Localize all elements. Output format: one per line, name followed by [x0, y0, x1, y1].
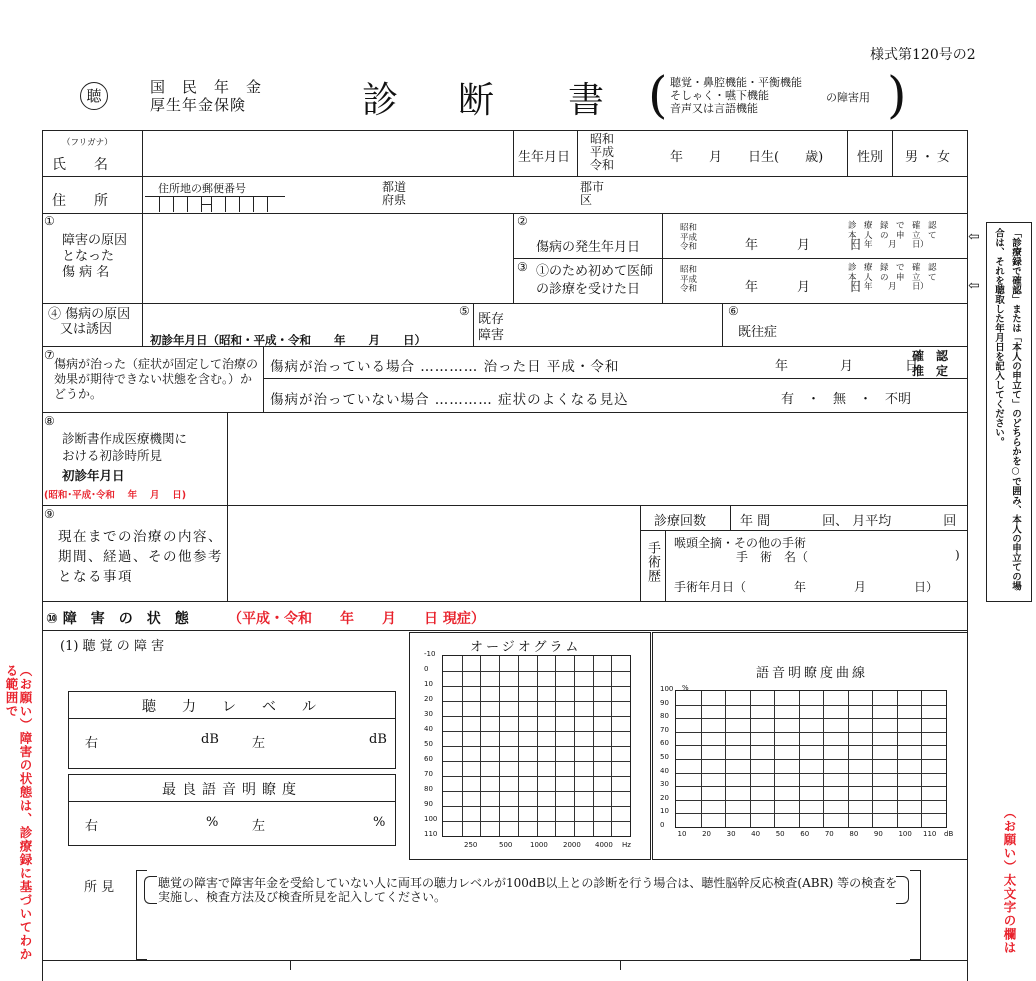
audiogram-x-tick: 250 [464, 841, 478, 849]
audiogram-y-tick: 40 [424, 725, 433, 733]
speech-x-tick: 30 [726, 830, 736, 838]
audiogram-y-tick: 80 [424, 785, 433, 793]
audiogram-y-tick: 30 [424, 710, 433, 718]
audiogram-vline [499, 656, 500, 836]
row7-confirm-estimate[interactable]: 確 認 推 定 [912, 349, 949, 378]
speech-y-tick: 10 [660, 807, 669, 816]
doc-title-1: 診 [362, 80, 399, 121]
findings-label: 所 見 [84, 880, 115, 895]
first-visit-date: 初診年月日（昭和・平成・令和 年 月 日） [150, 333, 426, 347]
function-types: 聴覚・鼻腔機能・平衡機能 そしゃく・嚥下機能 音声又は言語機能 [670, 76, 802, 115]
hearing-level-box [68, 691, 396, 769]
hearing-seal: 聴 [80, 82, 108, 110]
row1-number: ① [44, 214, 55, 228]
level-right: 右 [85, 736, 99, 751]
speech-x-tick: 20 [702, 830, 711, 838]
audiogram-x-tick: Hz [622, 841, 631, 849]
best-right-unit: % [206, 815, 219, 830]
speech-hline [676, 718, 946, 719]
speech-y-unit: % [682, 684, 689, 692]
row7-number: ⑦ [44, 348, 55, 362]
audiogram-vline [518, 656, 519, 836]
furigana-label: （フリガナ） [62, 138, 113, 148]
findings-note: 聴覚の障害で障害年金を受給していない人に両耳の聴力レベルが100dB以上との診断を行う場合は、聴性脳幹反応検査(ABR) 等の検査を実施し、検査方法及び検査所見を記入してください。 [158, 876, 898, 904]
audiogram-vline [480, 656, 481, 836]
row8-label: 診断書作成医療機関に おける初診時所見 [62, 431, 188, 463]
findings-bracket [910, 870, 921, 960]
row7-healed-line: 傷病が治っている場合 ………… 治った日 平成・令和 [270, 359, 620, 375]
hearing-level-label: 聴 力 レ ベ ル [142, 699, 322, 715]
speech-x-tick: dB [944, 830, 954, 838]
audiogram-vline [462, 656, 463, 836]
paren-open: ( [648, 66, 668, 124]
address-label: 住 所 [52, 193, 108, 209]
visits-value: 年 間 回、 月平均 回 [740, 514, 957, 529]
speech-y-tick: 100 [660, 685, 674, 693]
audiogram-y-tick: 0 [424, 665, 429, 673]
surgery-label: 手術歴 [645, 541, 660, 583]
speech-x-tick: 40 [751, 830, 761, 838]
prefecture-label: 都道 府県 [382, 180, 407, 207]
speech-hline [676, 786, 946, 787]
speech-vline [799, 691, 800, 827]
audiogram-y-tick: 60 [424, 755, 433, 763]
audiogram-y-tick: 50 [424, 740, 433, 748]
surgery-name: 手 術 名（ [736, 550, 809, 564]
speech-x-tick: 10 [677, 830, 687, 838]
surgery-name-close: ) [955, 548, 960, 562]
row6-label: 既往症 [738, 325, 778, 340]
row7-not-healed-line: 傷病が治っていない場合 ………… 症状のよくなる見込 [270, 392, 629, 408]
speech-hline [676, 759, 946, 760]
audiogram-vline [611, 656, 612, 836]
section10-title: ⑩ 障 害 の 状 態 [46, 611, 189, 627]
postal-label: 住所地の郵便番号 [158, 182, 246, 195]
audiogram-x-tick: 2000 [563, 841, 581, 849]
best-right: 右 [85, 819, 99, 834]
row3-eras: 昭和 平成 令和 [680, 265, 698, 294]
speech-x-tick: 100 [898, 830, 912, 838]
postal-boxes[interactable] [145, 196, 285, 212]
function-suffix: の障害用 [826, 91, 870, 104]
row7-healed-ymd: 年 月 日 [775, 359, 919, 374]
surgery-type: 喉頭全摘・その他の手術 [674, 536, 807, 550]
speech-y-tick: 40 [660, 766, 669, 775]
row2-number: ② [517, 214, 528, 228]
row3-label: ①のため初めて医師 の診療を受けた日 [536, 264, 654, 297]
row3-ymd: 年 月 日 [745, 280, 863, 295]
level-left-unit: dB [369, 732, 387, 747]
section10-date: （平成・令和 年 月 日 現症） [228, 611, 485, 627]
audiogram-vline [555, 656, 556, 836]
speech-y-tick: 60 [660, 739, 669, 748]
audiogram-x-tick: 500 [499, 841, 513, 849]
best-speech-label: 最良語音明瞭度 [162, 782, 302, 798]
row4-label: ④ 傷病の原因 又は誘因 [48, 307, 131, 337]
paren-close: ) [887, 66, 907, 124]
speech-x-tick: 60 [800, 830, 810, 838]
left-request-note: （お願い）障害の状態は、診療録に基づいてわかる範囲で [4, 664, 33, 961]
audiogram-vline [537, 656, 538, 836]
arrow-left-icon: ⇦ [968, 229, 980, 245]
speech-hline [676, 773, 946, 774]
best-speech-box [68, 774, 396, 846]
audiogram-y-tick: 110 [424, 830, 438, 838]
audiogram-grid[interactable] [442, 655, 631, 837]
row9-number: ⑨ [44, 507, 55, 521]
speech-hline [676, 800, 946, 801]
audiogram-x-tick: 1000 [530, 841, 548, 849]
speech-vline [897, 691, 898, 827]
sex-options[interactable]: 男・女 [905, 150, 954, 165]
audiogram-y-tick: 20 [424, 695, 433, 703]
audiogram-vline [593, 656, 594, 836]
level-left: 左 [252, 736, 266, 751]
speech-vline [725, 691, 726, 827]
row1-label: 障害の原因 となった 傷 病 名 [62, 233, 128, 280]
speech-vline [774, 691, 775, 827]
note-bracket-left [144, 876, 157, 904]
speech-vline [921, 691, 922, 827]
speech-vline [848, 691, 849, 827]
audiogram-y-tick: 70 [424, 770, 433, 778]
city-label: 郡市 区 [580, 180, 605, 207]
speech-y-tick: 70 [660, 725, 669, 734]
speech-vline [701, 691, 702, 827]
speech-hline [676, 745, 946, 746]
audiogram-y-tick: 90 [424, 800, 433, 808]
insurance-type: 国 民 年 金 厚生年金保険 [150, 78, 263, 114]
dob-value: 年 月 日生( 歳) [670, 150, 824, 165]
level-right-unit: dB [201, 732, 219, 747]
dob-label: 生年月日 [518, 150, 571, 165]
speech-x-tick: 80 [849, 830, 859, 838]
audiogram-x-tick: 4000 [595, 841, 613, 849]
best-left: 左 [252, 819, 266, 834]
side-note: 「診療録で確認」または「本人の申立て」のどちらかを○で囲み、本人の申立ての場合は、それを聴取した年月日を記入してください。 [993, 228, 1021, 591]
speech-hline [676, 732, 946, 733]
speech-x-tick: 70 [824, 830, 834, 838]
row2-confirm: 診 療 録 で 確 認 本 人 の 申 立 て （ 年 月 日） [848, 221, 937, 250]
row5-label: 既存 障害 [478, 312, 505, 343]
surgery-date: 手術年月日（ 年 月 日） [674, 580, 939, 594]
row8-first-date: 初診年月日 [62, 468, 125, 483]
speech-hline [676, 705, 946, 706]
row3-confirm: 診 療 録 で 確 認 本 人 の 申 立 て （ 年 月 日） [848, 263, 937, 292]
speech-y-tick: 90 [660, 698, 669, 707]
audiogram-y-tick: -10 [424, 650, 436, 658]
hearing-title: (1) 聴 覚 の 障 害 [60, 639, 165, 654]
speech-vline [872, 691, 873, 827]
row5-number: ⑤ [459, 304, 470, 318]
doc-title-2: 断 [458, 80, 495, 121]
audiogram-title: オージオグラム [470, 640, 582, 655]
doc-title-3: 書 [568, 80, 605, 121]
audiogram-vline [574, 656, 575, 836]
speech-vline [750, 691, 751, 827]
row2-eras: 昭和 平成 令和 [680, 223, 698, 252]
name-label: 氏 名 [52, 157, 108, 173]
speech-y-tick: 20 [660, 793, 669, 802]
speech-y-tick: 80 [660, 712, 669, 721]
form-number: 様式第120号の2 [870, 47, 976, 63]
row8-number: ⑧ [44, 414, 55, 428]
speech-y-tick: 0 [660, 821, 665, 829]
arrow-left-icon: ⇦ [968, 278, 980, 294]
row7-label: 傷病が治った（症状が固定して治療の効果が期待できない状態を含む。）かどうか。 [54, 357, 259, 401]
row3-number: ③ [517, 260, 528, 274]
speech-vline [823, 691, 824, 827]
speech-grid[interactable] [675, 690, 947, 828]
speech-y-tick: 50 [660, 753, 669, 761]
right-request-note: （お願い）太文字の欄は [1002, 806, 1017, 955]
speech-y-tick: 30 [660, 780, 669, 789]
row9-label: 現在までの治療の内容、期間、経過、その他参考となる事項 [58, 529, 223, 585]
speech-hline [676, 813, 946, 814]
dob-eras: 昭和 平成 令和 [590, 132, 615, 172]
visits-label: 診療回数 [654, 514, 707, 529]
speech-title: 語音明瞭度曲線 [756, 666, 869, 681]
sex-label: 性別 [857, 150, 884, 165]
speech-x-tick: 110 [923, 830, 937, 838]
speech-x-tick: 50 [775, 830, 785, 838]
audiogram-y-tick: 100 [424, 815, 438, 823]
row2-label: 傷病の発生年月日 [536, 240, 641, 255]
speech-x-tick: 90 [873, 830, 883, 838]
row6-number: ⑥ [728, 304, 739, 318]
row8-eras: (昭和･平成･令和 年 月 日) [44, 490, 187, 501]
audiogram-y-tick: 10 [424, 680, 433, 688]
best-left-unit: % [373, 815, 386, 830]
row7-prognosis-options[interactable]: 有 ・ 無 ・ 不明 [781, 392, 912, 407]
row2-ymd: 年 月 日 [745, 238, 863, 253]
